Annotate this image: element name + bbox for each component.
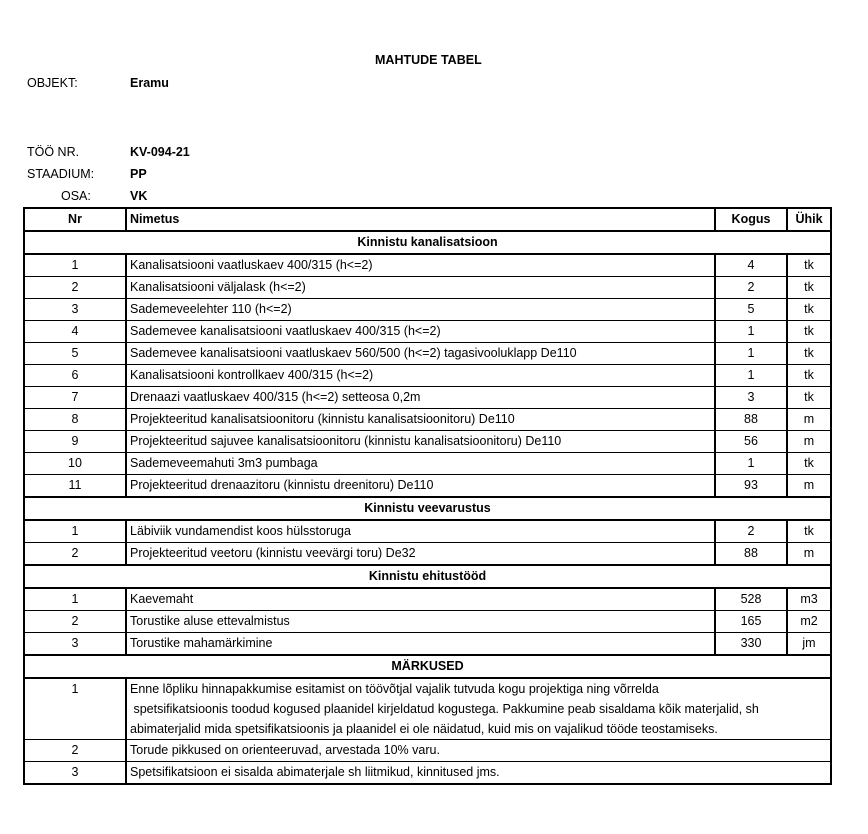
table-row — [24, 633, 831, 656]
row-uhik: m — [787, 475, 831, 498]
document-title: MAHTUDE TABEL — [375, 53, 482, 67]
row-kogus: 56 — [715, 431, 787, 453]
row-nr: 1 — [24, 588, 126, 611]
row-nimetus: Kanalisatsiooni kontrollkaev 400/315 (h<=2) — [126, 365, 715, 387]
note-text — [126, 762, 831, 785]
row-nr: 4 — [24, 321, 126, 343]
note-line: abimaterjalid mida spetsifikatsioonis ja plaanidel ei ole näidatud, kuid mis on vajalikud tööde teostamiseks. — [130, 722, 718, 736]
table-row — [24, 343, 831, 365]
field-label-osa: OSA: — [61, 189, 91, 203]
field-value-staadium: PP — [130, 167, 147, 181]
table-row — [24, 588, 831, 611]
note-line: Torude pikkused on orienteeruvad, arvestada 10% varu. — [130, 743, 440, 757]
row-kogus: 1 — [715, 343, 787, 365]
table-row — [24, 254, 831, 277]
row-uhik: tk — [787, 453, 831, 475]
table-row — [24, 475, 831, 498]
row-uhik: tk — [787, 520, 831, 543]
row-uhik: jm — [787, 633, 831, 656]
note-nr: 2 — [24, 740, 126, 762]
row-nimetus: Kaevemaht — [126, 588, 715, 611]
table-header-row — [24, 208, 831, 231]
section-title: Kinnistu ehitustööd — [24, 565, 831, 588]
field-label-objekt: OBJEKT: — [27, 76, 78, 90]
note-nr: 1 — [24, 678, 126, 740]
row-nr: 6 — [24, 365, 126, 387]
field-label-too-nr: TÖÖ NR. — [27, 145, 80, 159]
field-value-osa: VK — [130, 189, 148, 203]
row-nr: 8 — [24, 409, 126, 431]
table-row — [24, 365, 831, 387]
row-kogus: 5 — [715, 299, 787, 321]
row-kogus: 1 — [715, 453, 787, 475]
field-value-too-nr: KV-094-21 — [130, 145, 190, 159]
row-nr: 10 — [24, 453, 126, 475]
row-kogus: 1 — [715, 321, 787, 343]
section-title: Kinnistu veevarustus — [24, 497, 831, 520]
row-nr: 3 — [24, 299, 126, 321]
volumes-table — [23, 207, 832, 785]
table-row — [24, 543, 831, 566]
row-uhik: m2 — [787, 611, 831, 633]
row-nr: 3 — [24, 633, 126, 656]
row-nimetus: Projekteeritud sajuvee kanalisatsioonitoru (kinnistu kanalisatsioonitoru) De110 — [126, 431, 715, 453]
row-nr: 11 — [24, 475, 126, 498]
row-uhik: m — [787, 409, 831, 431]
row-kogus: 88 — [715, 543, 787, 566]
header-nimetus: Nimetus — [126, 208, 715, 231]
row-kogus: 2 — [715, 520, 787, 543]
row-nimetus: Kanalisatsiooni vaatluskaev 400/315 (h<=2) — [126, 254, 715, 277]
row-nr: 5 — [24, 343, 126, 365]
row-nr: 2 — [24, 277, 126, 299]
notes-title: MÄRKUSED — [24, 655, 831, 678]
row-uhik: tk — [787, 387, 831, 409]
table-row — [24, 520, 831, 543]
row-uhik: m3 — [787, 588, 831, 611]
row-nr: 2 — [24, 611, 126, 633]
note-line: Enne lõpliku hinnapakkumise esitamist on töövõtjal vajalik tutvuda kogu projektiga ning võrrelda — [130, 682, 659, 696]
table-row — [24, 431, 831, 453]
table-row — [24, 453, 831, 475]
row-nr: 7 — [24, 387, 126, 409]
row-uhik: tk — [787, 365, 831, 387]
row-uhik: tk — [787, 277, 831, 299]
header-kogus: Kogus — [715, 208, 787, 231]
row-uhik: m — [787, 431, 831, 453]
row-uhik: tk — [787, 343, 831, 365]
row-nimetus: Sademeveemahuti 3m3 pumbaga — [126, 453, 715, 475]
row-uhik: m — [787, 543, 831, 566]
row-nimetus: Torustike aluse ettevalmistus — [126, 611, 715, 633]
note-line: Spetsifikatsioon ei sisalda abimaterjale sh liitmikud, kinnitused jms. — [130, 765, 500, 779]
field-label-staadium: STAADIUM: — [27, 167, 95, 181]
table-row — [24, 409, 831, 431]
note-row — [24, 762, 831, 785]
section-header-row — [24, 497, 831, 520]
row-kogus: 93 — [715, 475, 787, 498]
row-nr: 1 — [24, 520, 126, 543]
notes-header-row — [24, 655, 831, 678]
row-nimetus: Läbiviik vundamendist koos hülsstoruga — [126, 520, 715, 543]
section-header-row — [24, 231, 831, 254]
row-nimetus: Sademevee kanalisatsiooni vaatluskaev 400/315 (h<=2) — [126, 321, 715, 343]
row-nimetus: Sademevee kanalisatsiooni vaatluskaev 560/500 (h<=2) tagasivooluklapp De110 — [126, 343, 715, 365]
row-nimetus: Projekteeritud kanalisatsioonitoru (kinnistu kanalisatsioonitoru) De110 — [126, 409, 715, 431]
row-nr: 1 — [24, 254, 126, 277]
row-kogus: 88 — [715, 409, 787, 431]
row-kogus: 165 — [715, 611, 787, 633]
note-text — [126, 740, 831, 762]
row-kogus: 330 — [715, 633, 787, 656]
row-nimetus: Torustike mahamärkimine — [126, 633, 715, 656]
row-nr: 9 — [24, 431, 126, 453]
row-uhik: tk — [787, 321, 831, 343]
row-kogus: 2 — [715, 277, 787, 299]
row-nimetus: Drenaazi vaatluskaev 400/315 (h<=2) setteosa 0,2m — [126, 387, 715, 409]
row-kogus: 3 — [715, 387, 787, 409]
table-row — [24, 321, 831, 343]
row-nimetus: Sademeveelehter 110 (h<=2) — [126, 299, 715, 321]
field-value-objekt: Eramu — [130, 76, 169, 90]
table-row — [24, 611, 831, 633]
row-uhik: tk — [787, 254, 831, 277]
note-text — [126, 678, 831, 740]
note-row — [24, 678, 831, 740]
note-nr: 3 — [24, 762, 126, 785]
row-nimetus: Projekteeritud drenaazitoru (kinnistu dreenitoru) De110 — [126, 475, 715, 498]
row-nr: 2 — [24, 543, 126, 566]
note-row — [24, 740, 831, 762]
table-row — [24, 299, 831, 321]
header-nr: Nr — [24, 208, 126, 231]
section-header-row — [24, 565, 831, 588]
section-title: Kinnistu kanalisatsioon — [24, 231, 831, 254]
row-uhik: tk — [787, 299, 831, 321]
row-kogus: 528 — [715, 588, 787, 611]
table-row — [24, 277, 831, 299]
row-nimetus: Projekteeritud veetoru (kinnistu veevärgi toru) De32 — [126, 543, 715, 566]
row-nimetus: Kanalisatsiooni väljalask (h<=2) — [126, 277, 715, 299]
header-uhik: Ühik — [787, 208, 831, 231]
row-kogus: 4 — [715, 254, 787, 277]
table-row — [24, 387, 831, 409]
row-kogus: 1 — [715, 365, 787, 387]
note-line: spetsifikatsioonis toodud kogused plaanidel kirjeldatud kogustega. Pakkumine peab sisaldama kõik materjalid, sh — [130, 702, 759, 716]
